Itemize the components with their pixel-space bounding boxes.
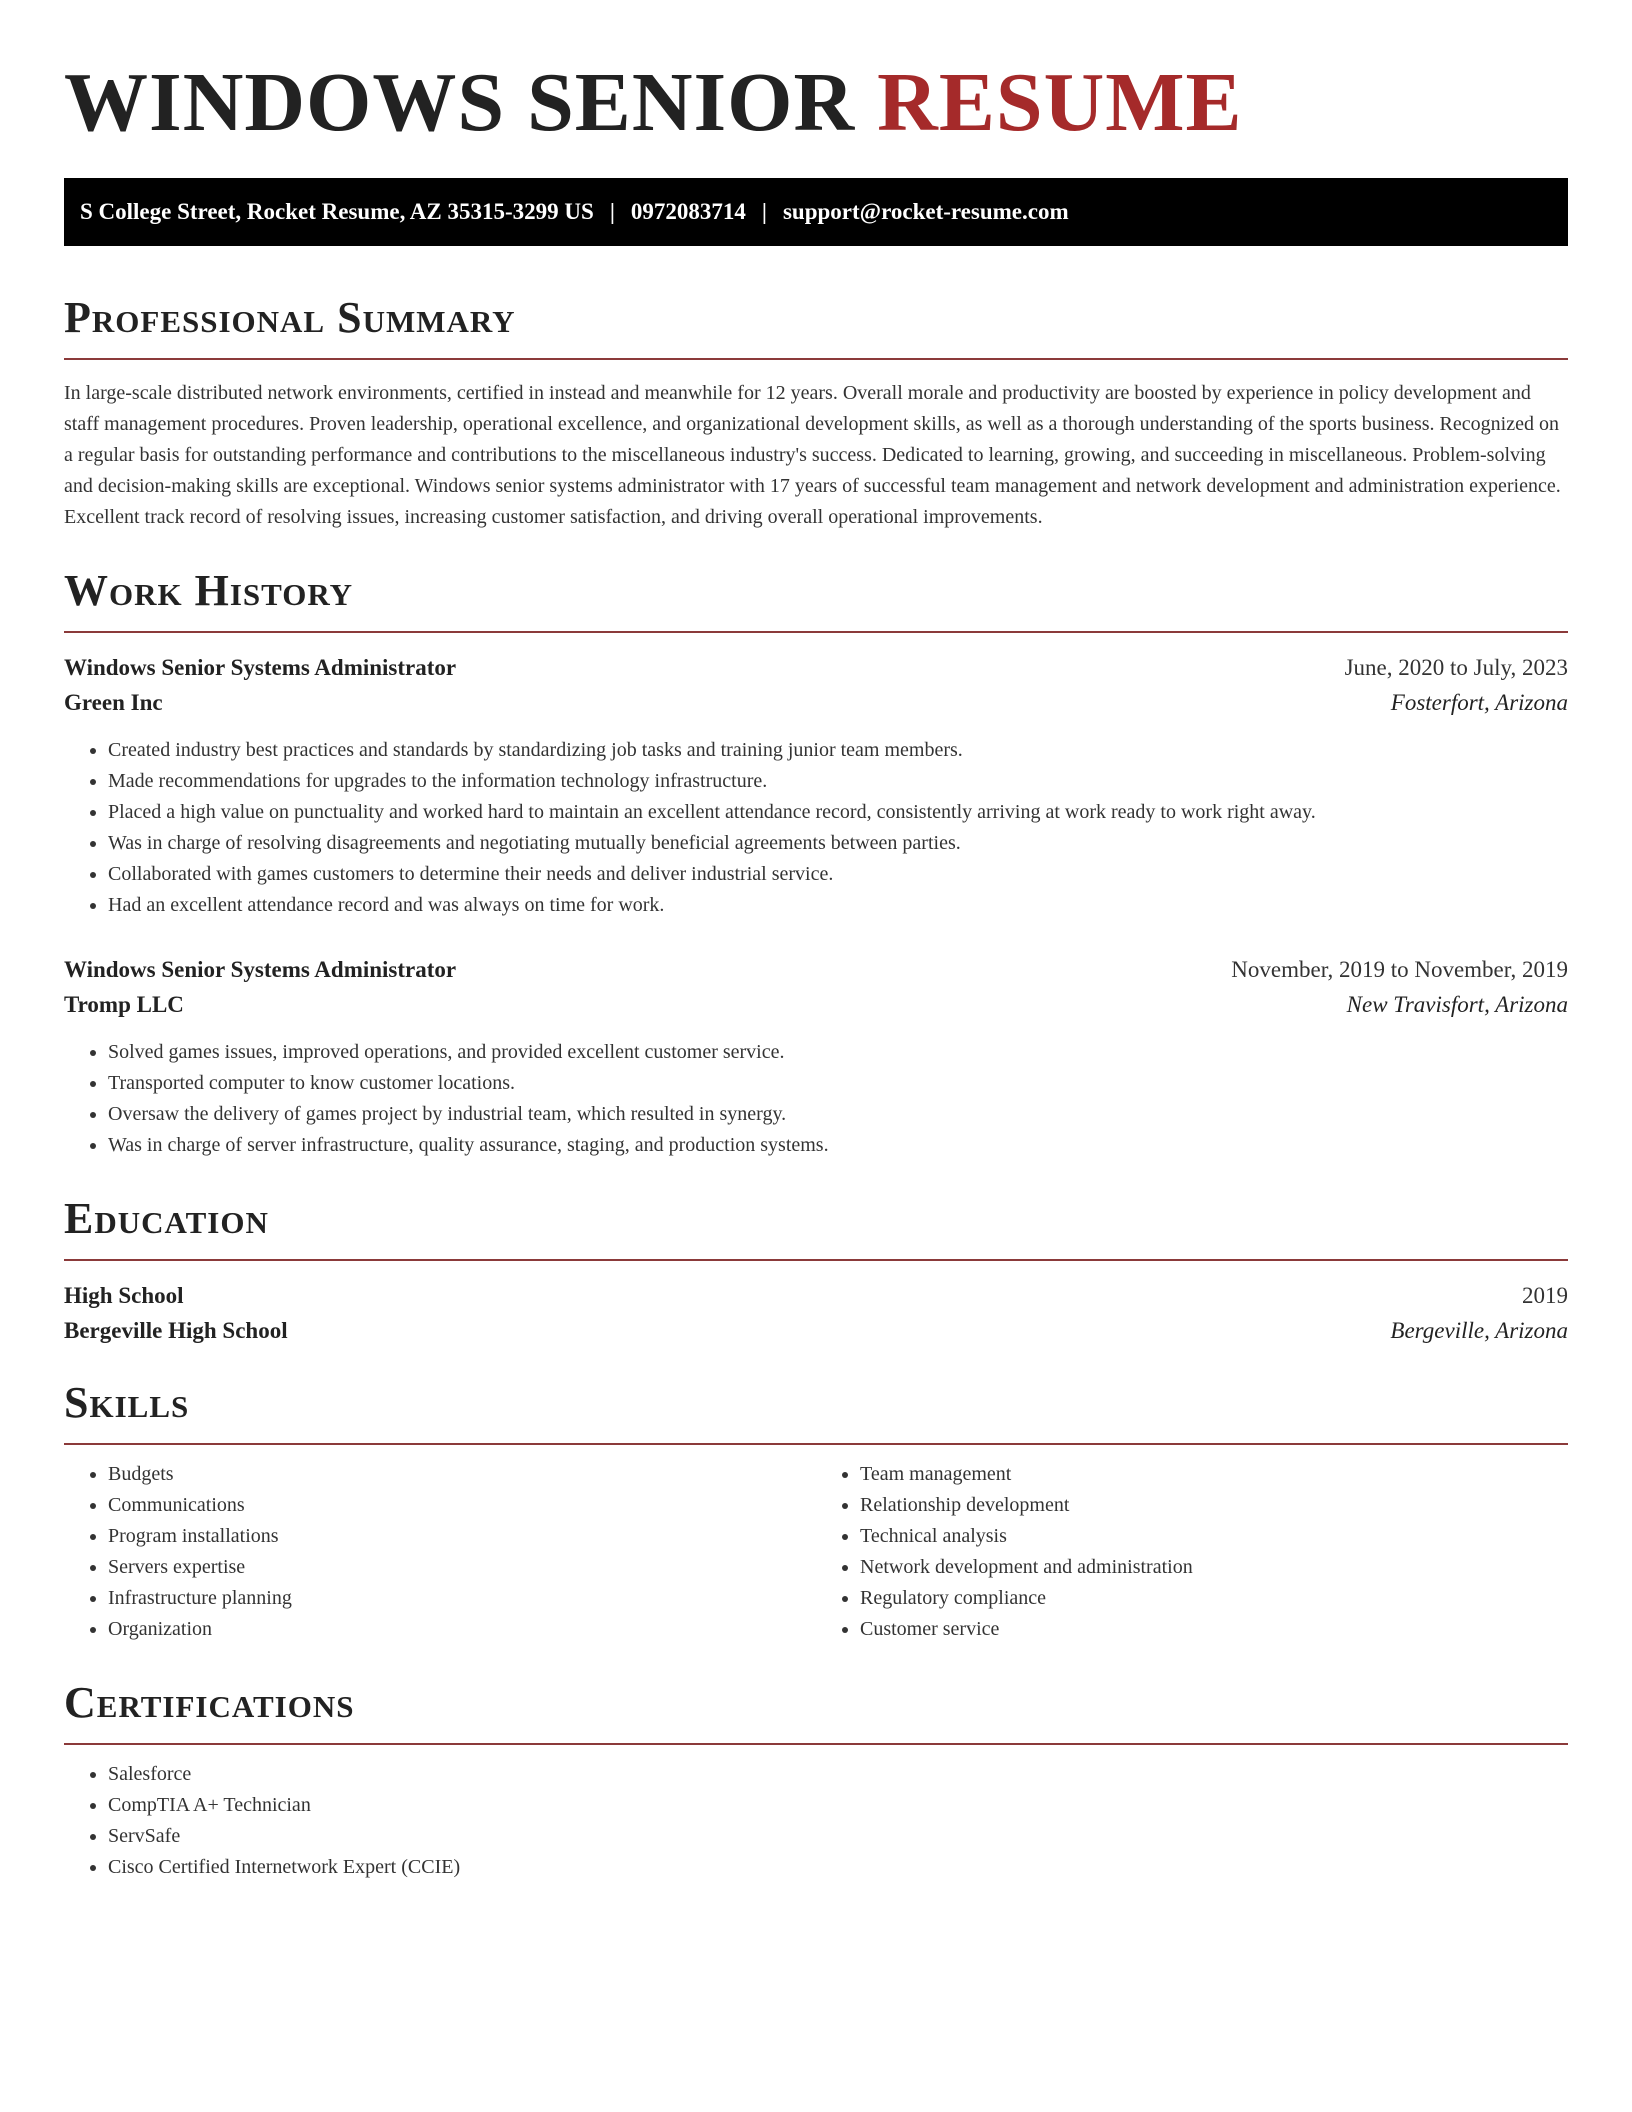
job-company: Tromp LLC bbox=[64, 992, 184, 1017]
contact-address: S College Street, Rocket Resume, AZ 35315-3299 US bbox=[80, 199, 594, 224]
section-divider bbox=[64, 1259, 1568, 1261]
certification-item: • Cisco Certified Internetwork Expert (CCIE) bbox=[108, 1852, 1568, 1883]
job-bullet: • Created industry best practices and standards by standardizing job tasks and training junior team members. bbox=[108, 735, 1568, 766]
skills-list-right bbox=[816, 1459, 1568, 1645]
job-bullet: • Placed a high value on punctuality and worked hard to maintain an excellent attendance record, consistently arriving at work ready to work right away. bbox=[108, 797, 1568, 828]
certification-item: • ServSafe bbox=[108, 1821, 1568, 1852]
skill-item: • Organization bbox=[108, 1614, 816, 1645]
resume-title bbox=[64, 0, 1568, 148]
title-main: WINDOWS SENIOR bbox=[64, 56, 856, 149]
contact-bar bbox=[64, 178, 1568, 246]
contact-separator: | bbox=[609, 199, 615, 224]
certification-item: • Salesforce bbox=[108, 1759, 1568, 1790]
job-bullet: • Was in charge of server infrastructure, quality assurance, staging, and production systems. bbox=[108, 1130, 1568, 1161]
title-accent: RESUME bbox=[877, 56, 1243, 149]
contact-phone[interactable]: 0972083714 bbox=[630, 199, 746, 224]
skill-item: • Program installations bbox=[108, 1521, 816, 1552]
section-heading-summary: Professional Summary bbox=[64, 293, 516, 342]
certification-item: • CompTIA A+ Technician bbox=[108, 1790, 1568, 1821]
job-bullet: • Had an excellent attendance record and was always on time for work. bbox=[108, 890, 1568, 921]
skill-item: • Infrastructure planning bbox=[108, 1583, 816, 1614]
skill-item: • Customer service bbox=[860, 1614, 1568, 1645]
skills-list-left bbox=[64, 1459, 816, 1645]
skills-section bbox=[64, 1379, 1568, 1645]
professional-summary-section bbox=[64, 294, 1568, 533]
education-year: 2019 bbox=[1522, 1283, 1568, 1308]
job-entry bbox=[64, 953, 1568, 1161]
section-heading-work: Work History bbox=[64, 566, 354, 615]
education-entry bbox=[64, 1279, 1568, 1349]
skill-item: • Technical analysis bbox=[860, 1521, 1568, 1552]
section-heading-skills: Skills bbox=[64, 1378, 190, 1427]
job-bullets bbox=[64, 1037, 1568, 1161]
work-history-section bbox=[64, 567, 1568, 1161]
certifications-list bbox=[64, 1759, 1568, 1883]
job-bullets bbox=[64, 735, 1568, 921]
job-title: Windows Senior Systems Administrator bbox=[64, 655, 457, 680]
section-heading-education: Education bbox=[64, 1194, 269, 1243]
job-bullet: • Transported computer to know customer locations. bbox=[108, 1068, 1568, 1099]
section-divider bbox=[64, 1443, 1568, 1445]
certifications-section bbox=[64, 1679, 1568, 1883]
job-title: Windows Senior Systems Administrator bbox=[64, 957, 457, 982]
job-dates: June, 2020 to July, 2023 bbox=[1344, 655, 1568, 680]
job-bullet: • Solved games issues, improved operations, and provided excellent customer service. bbox=[108, 1037, 1568, 1068]
skill-item: • Servers expertise bbox=[108, 1552, 816, 1583]
skill-item: • Regulatory compliance bbox=[860, 1583, 1568, 1614]
job-company: Green Inc bbox=[64, 690, 163, 715]
job-bullet: • Was in charge of resolving disagreements and negotiating mutually beneficial agreements between parties. bbox=[108, 828, 1568, 859]
education-school: Bergeville High School bbox=[64, 1318, 288, 1343]
skill-item: • Relationship development bbox=[860, 1490, 1568, 1521]
skill-item: • Network development and administration bbox=[860, 1552, 1568, 1583]
job-bullet: • Collaborated with games customers to determine their needs and deliver industrial service. bbox=[108, 859, 1568, 890]
section-divider bbox=[64, 1743, 1568, 1745]
skills-columns bbox=[64, 1459, 1568, 1645]
skill-item: • Communications bbox=[108, 1490, 816, 1521]
job-location: Fosterfort, Arizona bbox=[1390, 690, 1568, 715]
contact-email[interactable]: support@rocket-resume.com bbox=[782, 199, 1069, 224]
section-heading-certifications: Certifications bbox=[64, 1678, 355, 1727]
section-divider bbox=[64, 358, 1568, 360]
job-dates: November, 2019 to November, 2019 bbox=[1231, 957, 1568, 982]
section-divider bbox=[64, 631, 1568, 633]
summary-text: In large-scale distributed network environments, certified in instead and meanwhile for 12 years. Overall morale and productivity are boosted by experience in policy development and staff management procedures. Proven leadership, operational excellence, and organizational development skills, as well as a thorough understanding of the sports business. Recognized on a regular basis for outstanding performance and contributions to the miscellaneous industry's success. Dedicated to learning, growing, and succeeding in miscellaneous. Problem-solving and decision-making skills are exceptional. Windows senior systems administrator with 17 years of successful team management and network development and administration experience. Excellent track record of resolving issues, increasing customer satisfaction, and driving overall operational improvements. bbox=[64, 382, 1561, 528]
job-location: New Travisfort, Arizona bbox=[1346, 992, 1568, 1017]
education-degree: High School bbox=[64, 1283, 184, 1308]
job-entry bbox=[64, 651, 1568, 921]
skill-item: • Budgets bbox=[108, 1459, 816, 1490]
contact-separator: | bbox=[761, 199, 767, 224]
skill-item: • Team management bbox=[860, 1459, 1568, 1490]
resume-page bbox=[64, 0, 1568, 1883]
job-bullet: • Made recommendations for upgrades to the information technology infrastructure. bbox=[108, 766, 1568, 797]
education-location: Bergeville, Arizona bbox=[1390, 1318, 1568, 1343]
education-section bbox=[64, 1195, 1568, 1349]
job-bullet: • Oversaw the delivery of games project by industrial team, which resulted in synergy. bbox=[108, 1099, 1568, 1130]
